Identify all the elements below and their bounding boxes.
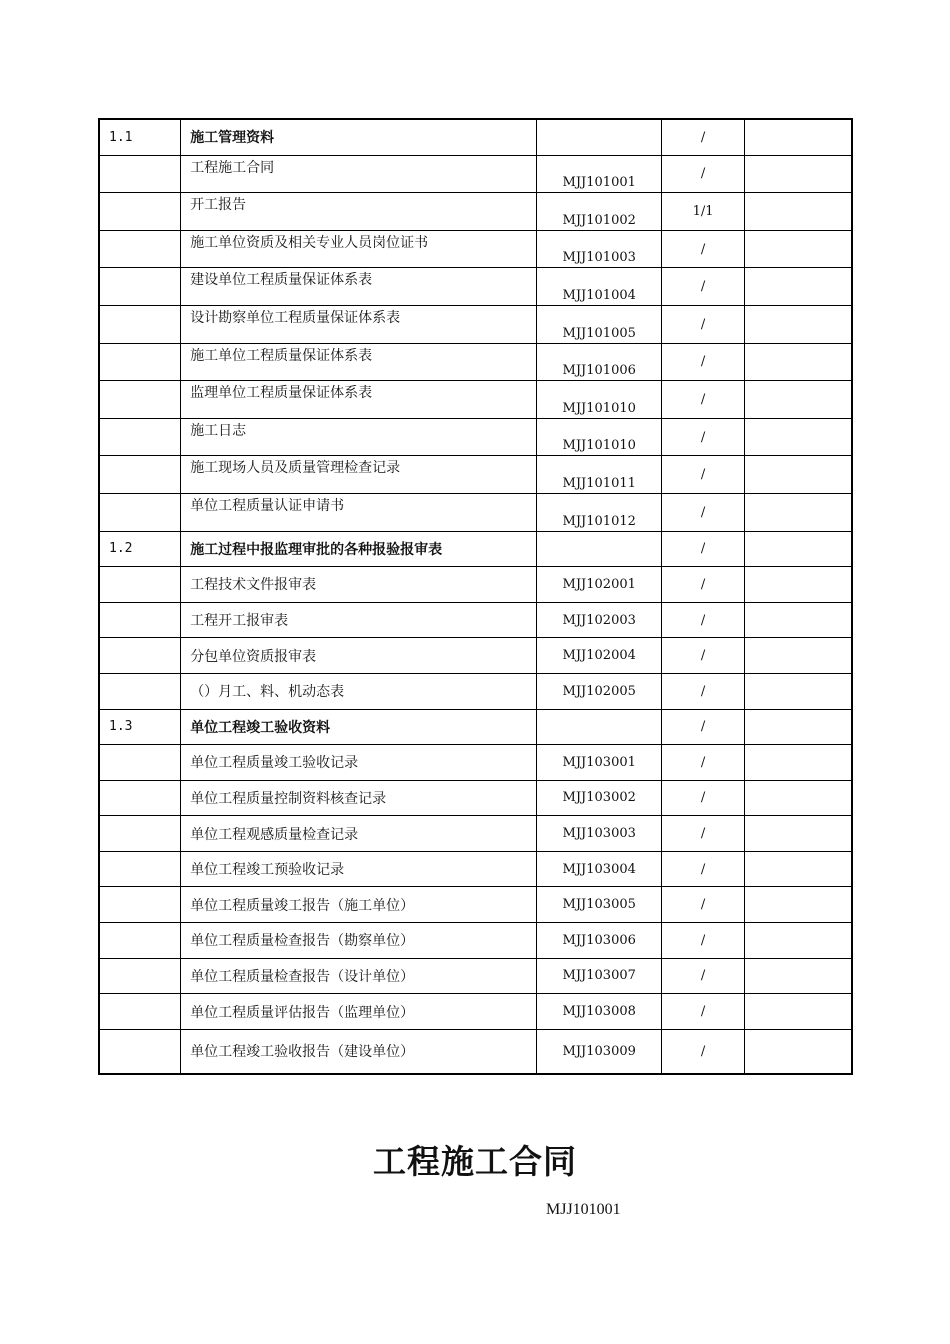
row-pages-cell: /	[662, 493, 745, 531]
row-code-cell: MJJ103004	[537, 851, 662, 887]
row-name-cell: 工程施工合同	[181, 155, 537, 193]
row-code-cell: MJJ101012	[537, 493, 662, 531]
row-number-cell	[99, 305, 181, 343]
row-note-cell	[744, 119, 852, 155]
table-row	[99, 381, 852, 419]
row-pages-cell: /	[662, 456, 745, 494]
row-note-cell	[744, 155, 852, 193]
row-name-cell: 单位工程竣工预验收记录	[181, 851, 537, 887]
table-row	[99, 1029, 852, 1074]
table-row	[99, 493, 852, 531]
row-code-cell: MJJ103005	[537, 887, 662, 923]
row-number-cell	[99, 230, 181, 268]
row-number-cell	[99, 418, 181, 456]
row-note-cell	[744, 456, 852, 494]
row-code-cell: MJJ103009	[537, 1029, 662, 1074]
row-code-cell: MJJ103007	[537, 958, 662, 994]
row-pages-cell: 1/1	[662, 193, 745, 231]
row-code-cell	[537, 119, 662, 155]
table-row	[99, 193, 852, 231]
table-row	[99, 268, 852, 306]
row-number-cell	[99, 816, 181, 852]
row-name-cell: 施工日志	[181, 418, 537, 456]
row-code-cell: MJJ101006	[537, 343, 662, 381]
table-row	[99, 602, 852, 638]
row-number-cell	[99, 567, 181, 603]
row-name-cell: 单位工程质量认证申请书	[181, 493, 537, 531]
row-code-cell: MJJ101011	[537, 456, 662, 494]
row-note-cell	[744, 531, 852, 567]
row-pages-cell: /	[662, 638, 745, 674]
row-code-cell: MJJ103001	[537, 745, 662, 781]
row-name-cell: 工程技术文件报审表	[181, 567, 537, 603]
row-number-cell	[99, 268, 181, 306]
row-number-cell	[99, 456, 181, 494]
row-pages-cell: /	[662, 602, 745, 638]
row-number-cell: 1.3	[99, 709, 181, 745]
row-name-cell: 施工管理资料	[181, 119, 537, 155]
row-number-cell	[99, 638, 181, 674]
row-pages-cell: /	[662, 343, 745, 381]
row-name-cell: 施工单位资质及相关专业人员岗位证书	[181, 230, 537, 268]
row-code-cell: MJJ103008	[537, 994, 662, 1030]
row-pages-cell: /	[662, 119, 745, 155]
row-pages-cell: /	[662, 958, 745, 994]
row-number-cell	[99, 780, 181, 816]
row-pages-cell: /	[662, 531, 745, 567]
table-row	[99, 638, 852, 674]
row-number-cell	[99, 155, 181, 193]
row-name-cell: 单位工程竣工验收资料	[181, 709, 537, 745]
row-name-cell: 单位工程观感质量检查记录	[181, 816, 537, 852]
table-row	[99, 816, 852, 852]
row-pages-cell: /	[662, 780, 745, 816]
row-pages-cell: /	[662, 230, 745, 268]
row-number-cell	[99, 343, 181, 381]
row-number-cell	[99, 193, 181, 231]
row-pages-cell: /	[662, 381, 745, 419]
row-note-cell	[744, 343, 852, 381]
row-number-cell	[99, 602, 181, 638]
table-row	[99, 305, 852, 343]
table-row	[99, 780, 852, 816]
row-name-cell: 建设单位工程质量保证体系表	[181, 268, 537, 306]
row-code-cell: MJJ102001	[537, 567, 662, 603]
row-name-cell: 施工单位工程质量保证体系表	[181, 343, 537, 381]
index-table-body	[99, 119, 852, 1074]
row-number-cell: 1.2	[99, 531, 181, 567]
row-name-cell: 单位工程质量检查报告（勘察单位）	[181, 923, 537, 959]
row-note-cell	[744, 230, 852, 268]
row-code-cell: MJJ103006	[537, 923, 662, 959]
row-name-cell: 单位工程质量检查报告（设计单位）	[181, 958, 537, 994]
row-pages-cell: /	[662, 994, 745, 1030]
row-name-cell: 施工过程中报监理审批的各种报验报审表	[181, 531, 537, 567]
row-note-cell	[744, 381, 852, 419]
row-note-cell	[744, 958, 852, 994]
row-note-cell	[744, 493, 852, 531]
row-pages-cell: /	[662, 745, 745, 781]
row-code-cell: MJJ103003	[537, 816, 662, 852]
row-code-cell: MJJ101003	[537, 230, 662, 268]
table-row	[99, 923, 852, 959]
row-note-cell	[744, 1029, 852, 1074]
row-code-cell: MJJ101005	[537, 305, 662, 343]
row-number-cell	[99, 1029, 181, 1074]
table-row	[99, 456, 852, 494]
row-code-cell: MJJ103002	[537, 780, 662, 816]
row-pages-cell: /	[662, 418, 745, 456]
row-code-cell: MJJ101004	[537, 268, 662, 306]
row-pages-cell: /	[662, 155, 745, 193]
row-number-cell	[99, 887, 181, 923]
row-code-cell: MJJ102003	[537, 602, 662, 638]
document-code: MJJ101001	[546, 1201, 621, 1218]
row-name-cell: 监理单位工程质量保证体系表	[181, 381, 537, 419]
row-note-cell	[744, 305, 852, 343]
section-row	[99, 531, 852, 567]
row-pages-cell: /	[662, 851, 745, 887]
document-title: 工程施工合同	[373, 1142, 577, 1181]
row-code-cell: MJJ101002	[537, 193, 662, 231]
row-number-cell	[99, 851, 181, 887]
row-pages-cell: /	[662, 305, 745, 343]
row-pages-cell: /	[662, 887, 745, 923]
row-pages-cell: /	[662, 567, 745, 603]
row-name-cell: 单位工程质量竣工报告（施工单位）	[181, 887, 537, 923]
row-name-cell: 单位工程竣工验收报告（建设单位）	[181, 1029, 537, 1074]
row-note-cell	[744, 567, 852, 603]
row-note-cell	[744, 638, 852, 674]
table-row	[99, 343, 852, 381]
row-pages-cell: /	[662, 923, 745, 959]
document-index-table	[98, 118, 853, 1075]
row-number-cell	[99, 994, 181, 1030]
row-pages-cell: /	[662, 268, 745, 306]
section-row	[99, 119, 852, 155]
row-name-cell: 分包单位资质报审表	[181, 638, 537, 674]
row-code-cell: MJJ101010	[537, 418, 662, 456]
row-code-cell	[537, 709, 662, 745]
row-number-cell	[99, 673, 181, 709]
row-number-cell: 1.1	[99, 119, 181, 155]
row-note-cell	[744, 673, 852, 709]
row-code-cell: MJJ101010	[537, 381, 662, 419]
table-row	[99, 994, 852, 1030]
row-code-cell	[537, 531, 662, 567]
row-note-cell	[744, 602, 852, 638]
section-row	[99, 709, 852, 745]
row-note-cell	[744, 780, 852, 816]
row-pages-cell: /	[662, 673, 745, 709]
row-number-cell	[99, 381, 181, 419]
row-name-cell: 设计勘察单位工程质量保证体系表	[181, 305, 537, 343]
row-number-cell	[99, 958, 181, 994]
row-name-cell: 工程开工报审表	[181, 602, 537, 638]
row-code-cell: MJJ101001	[537, 155, 662, 193]
row-pages-cell: /	[662, 816, 745, 852]
table-row	[99, 887, 852, 923]
table-row	[99, 745, 852, 781]
row-name-cell: 开工报告	[181, 193, 537, 231]
row-note-cell	[744, 887, 852, 923]
row-name-cell: 单位工程质量评估报告（监理单位）	[181, 994, 537, 1030]
row-note-cell	[744, 709, 852, 745]
row-note-cell	[744, 745, 852, 781]
row-note-cell	[744, 923, 852, 959]
row-name-cell: （）月工、料、机动态表	[181, 673, 537, 709]
row-note-cell	[744, 418, 852, 456]
row-note-cell	[744, 994, 852, 1030]
table-row	[99, 958, 852, 994]
row-code-cell: MJJ102005	[537, 673, 662, 709]
table-row	[99, 567, 852, 603]
table-row	[99, 155, 852, 193]
table-row	[99, 851, 852, 887]
row-name-cell: 施工现场人员及质量管理检查记录	[181, 456, 537, 494]
row-code-cell: MJJ102004	[537, 638, 662, 674]
row-note-cell	[744, 193, 852, 231]
row-note-cell	[744, 268, 852, 306]
row-number-cell	[99, 745, 181, 781]
row-name-cell: 单位工程质量竣工验收记录	[181, 745, 537, 781]
row-pages-cell: /	[662, 709, 745, 745]
table-row	[99, 418, 852, 456]
table-row	[99, 673, 852, 709]
row-name-cell: 单位工程质量控制资料核查记录	[181, 780, 537, 816]
table-row	[99, 230, 852, 268]
row-note-cell	[744, 816, 852, 852]
row-number-cell	[99, 493, 181, 531]
row-pages-cell: /	[662, 1029, 745, 1074]
row-number-cell	[99, 923, 181, 959]
row-note-cell	[744, 851, 852, 887]
